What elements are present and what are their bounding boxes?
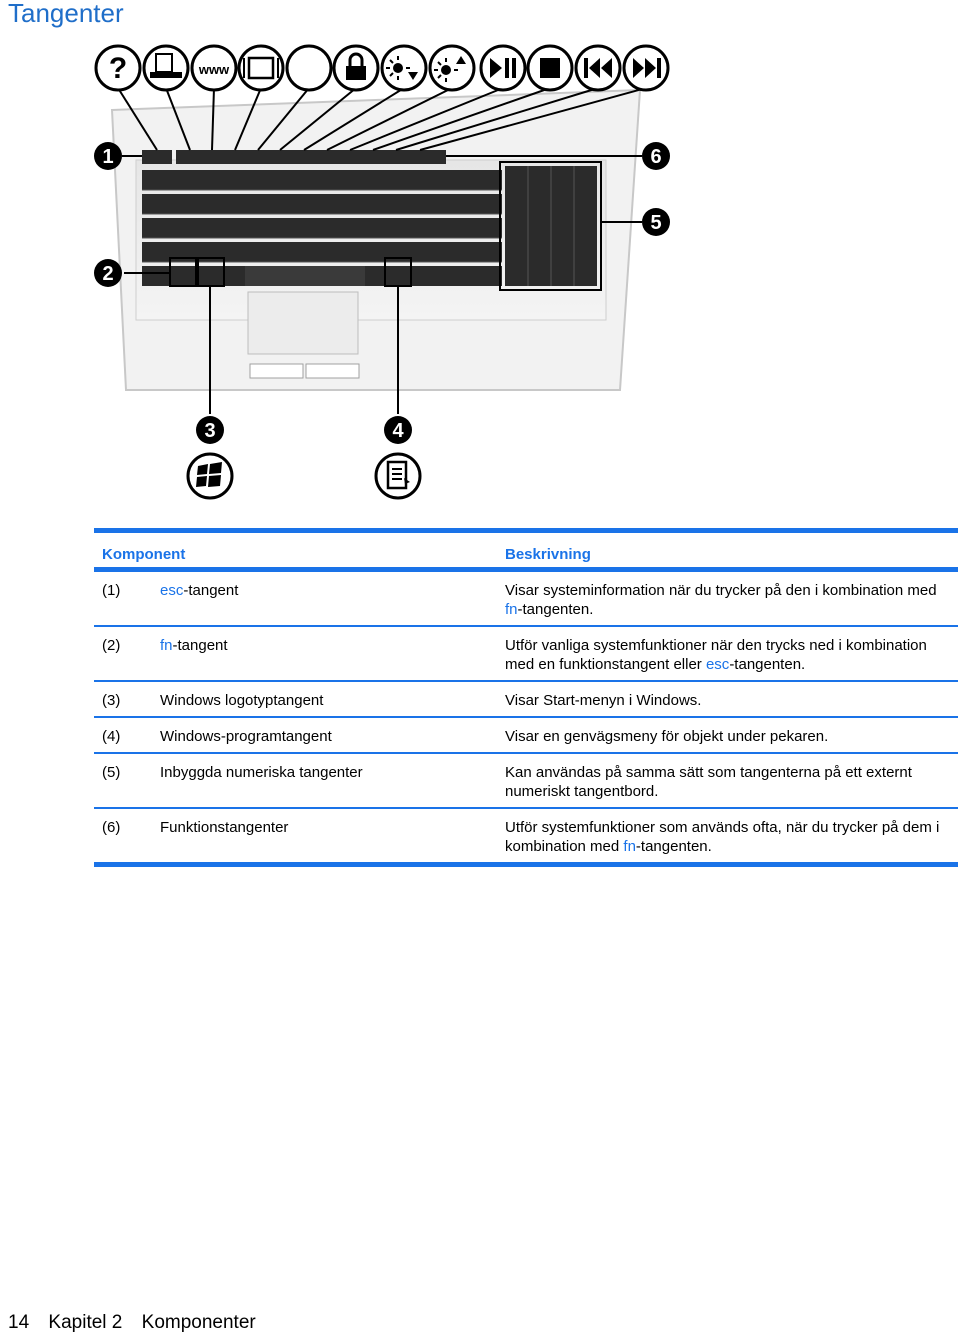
row-number: (1) [102, 582, 121, 599]
display-switch-icon [239, 46, 283, 90]
touchpad-left-button [250, 364, 303, 378]
svg-text:6: 6 [650, 146, 662, 168]
windows-logo-icon [188, 454, 232, 498]
row-number: (3) [102, 692, 121, 709]
print-info-icon [144, 46, 188, 90]
table-row [94, 627, 958, 680]
row-number: (2) [102, 637, 121, 654]
next-track-icon [624, 46, 668, 90]
callout-1 [94, 142, 122, 170]
row-number: (5) [102, 764, 121, 781]
table-row [94, 572, 958, 625]
row-component: Inbyggda numeriska tangenter [160, 764, 363, 781]
callout-4 [384, 416, 412, 444]
brightness-down-icon [382, 46, 426, 90]
page-title: Tangenter [8, 0, 124, 28]
row-number: (6) [102, 819, 121, 836]
row-description: Visar en genvägsmeny för objekt under pekaren. [505, 728, 829, 745]
keyboard-figure [0, 30, 700, 510]
svg-text:5: 5 [650, 212, 662, 234]
function-icons [96, 46, 668, 90]
svg-text:1: 1 [102, 146, 114, 168]
page-footer [8, 1312, 270, 1334]
play-pause-icon [481, 46, 525, 90]
callout-6 [642, 142, 670, 170]
table-row [94, 754, 958, 807]
table-row [94, 682, 958, 716]
callout-5 [642, 208, 670, 236]
callout-3 [196, 416, 224, 444]
chapter-label: Kapitel 2 [48, 1312, 123, 1333]
page-number: 14 [8, 1312, 30, 1333]
svg-text:3: 3 [204, 420, 216, 442]
previous-track-icon [576, 46, 620, 90]
table-bottom-rule [94, 862, 958, 867]
row-description: Visar systeminformation när du trycker på den i kombination med fn-tangenten. [505, 582, 937, 618]
header-component: Komponent [102, 546, 186, 563]
touchpad-right-button [306, 364, 359, 378]
row-description: Utför systemfunktioner som används ofta, när du trycker på dem i kombination med fn-tangenten. [505, 819, 940, 855]
row-description: Kan användas på samma sätt som tangenterna på ett externt numeriskt tangentbord. [505, 764, 912, 800]
callout-2 [94, 259, 122, 287]
table-row [94, 718, 958, 752]
svg-text:?: ? [108, 52, 128, 85]
table-row [94, 809, 958, 862]
row-component: esc-tangent [160, 582, 239, 599]
row-component: Funktionstangenter [160, 819, 289, 836]
stop-icon [528, 46, 572, 90]
svg-text:www: www [198, 62, 230, 77]
table-header [94, 533, 958, 567]
sleep-moon-icon [287, 46, 331, 90]
component-table [94, 528, 958, 867]
row-component: fn-tangent [160, 637, 228, 654]
row-description: Visar Start-menyn i Windows. [505, 692, 702, 709]
application-menu-icon [376, 454, 420, 498]
svg-text:4: 4 [392, 420, 404, 442]
row-component: Windows-programtangent [160, 728, 332, 745]
row-description: Utför vanliga systemfunktioner när den trycks ned i kombination med en funktionstangent eller esc-tangenten. [505, 637, 927, 673]
row-component: Windows logotyptangent [160, 692, 324, 709]
help-question-icon [96, 46, 140, 90]
brightness-up-icon [430, 46, 474, 90]
touchpad [248, 292, 358, 354]
www-icon [192, 46, 236, 90]
row-number: (4) [102, 728, 121, 745]
svg-text:2: 2 [102, 263, 114, 285]
section-label: Komponenter [141, 1312, 256, 1333]
header-description: Beskrivning [505, 546, 591, 563]
lock-icon [334, 46, 378, 90]
spacebar [245, 266, 365, 286]
